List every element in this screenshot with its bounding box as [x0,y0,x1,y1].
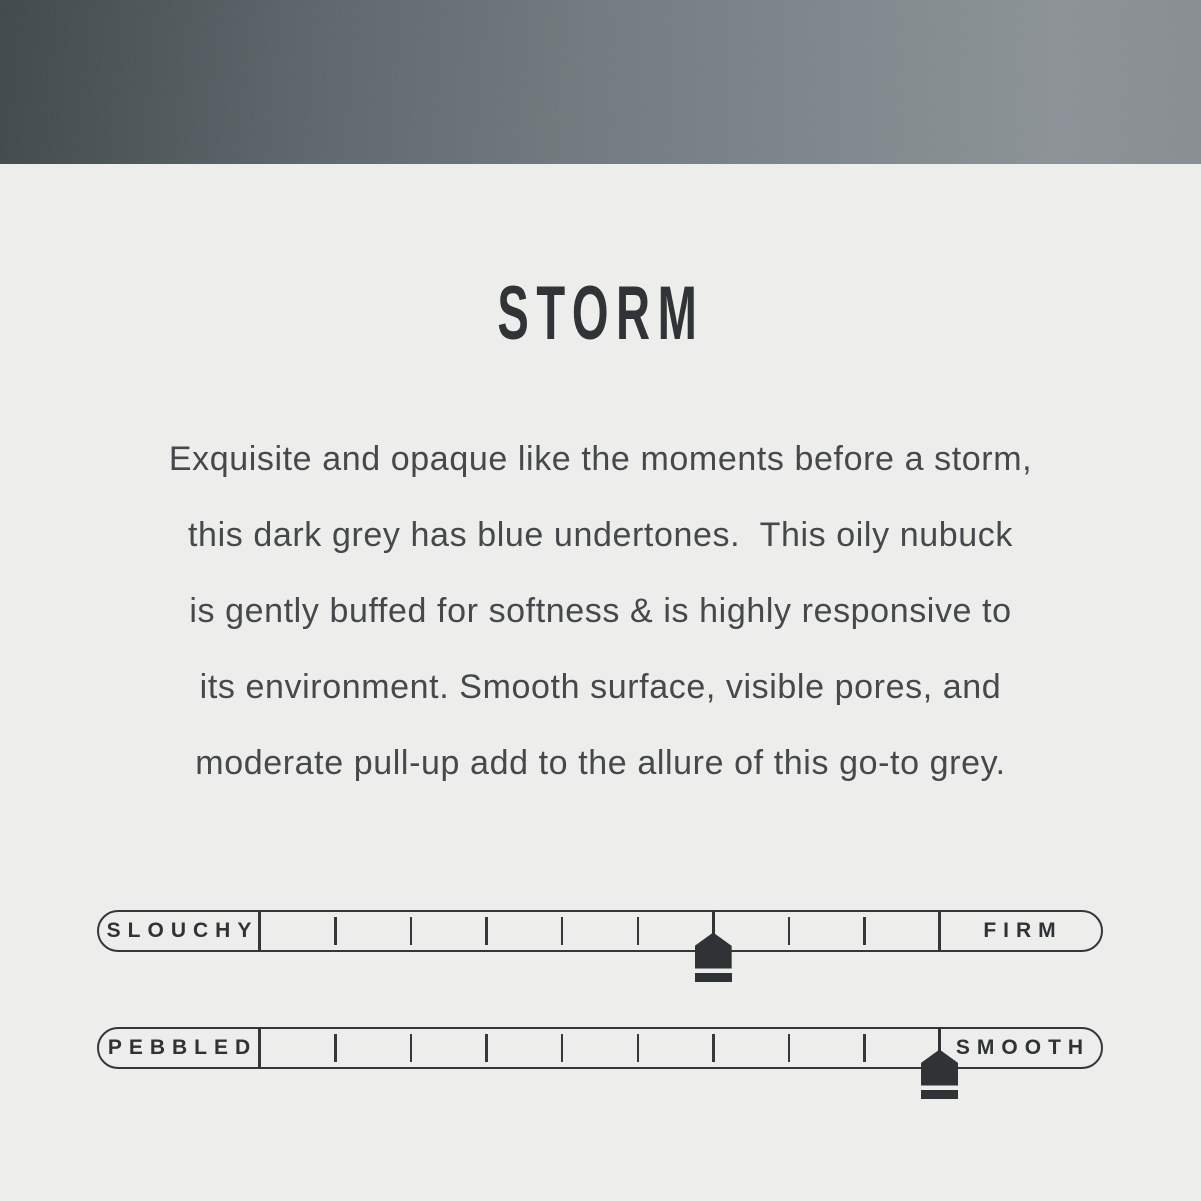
tick-mark [788,1034,791,1062]
tick-mark [561,1034,564,1062]
tick-mark [637,1034,640,1062]
firmness-scale-track [97,910,1103,952]
tick-mark [334,1034,337,1062]
firmness-scale [97,910,1103,952]
tick-mark [712,1034,715,1062]
scale-label-smooth: SMOOTH [955,1036,1091,1059]
scale-label-slouchy: SLOUCHY [106,919,259,942]
description-line: its environment. Smooth surface, visible pores, and [199,668,1002,706]
tick-mark [637,917,640,945]
tick-mark [485,917,488,945]
marker-base [695,973,732,982]
tick-mark [863,1034,866,1062]
texture-scale [97,1027,1103,1069]
marker-tick [938,1027,941,1052]
tick-mark [485,1034,488,1062]
leather-description [0,421,1201,801]
tick-mark [788,917,791,945]
scale-label-firm: FIRM [983,919,1063,942]
marker-tick [712,910,715,935]
leather-grain-overlay [0,0,1201,164]
texture-scale-track [97,1027,1103,1069]
tick-mark [410,1034,413,1062]
tick-mark [561,917,564,945]
tick-mark [863,917,866,945]
tick-mark [334,917,337,945]
tick-mark [410,917,413,945]
description-line: is gently buffed for softness & is highly responsive to [189,592,1012,630]
marker-pointer [695,933,732,969]
description-line: moderate pull-up add to the allure of this go-to grey. [195,744,1006,782]
page-title: STORM [496,271,704,356]
description-line: Exquisite and opaque like the moments before a storm, [168,440,1033,478]
description-line: this dark grey has blue undertones. This oily nubuck [188,516,1013,554]
scale-label-pebbled: PEBBLED [107,1036,258,1059]
leather-texture-image [0,0,1201,164]
marker-base [921,1090,958,1099]
